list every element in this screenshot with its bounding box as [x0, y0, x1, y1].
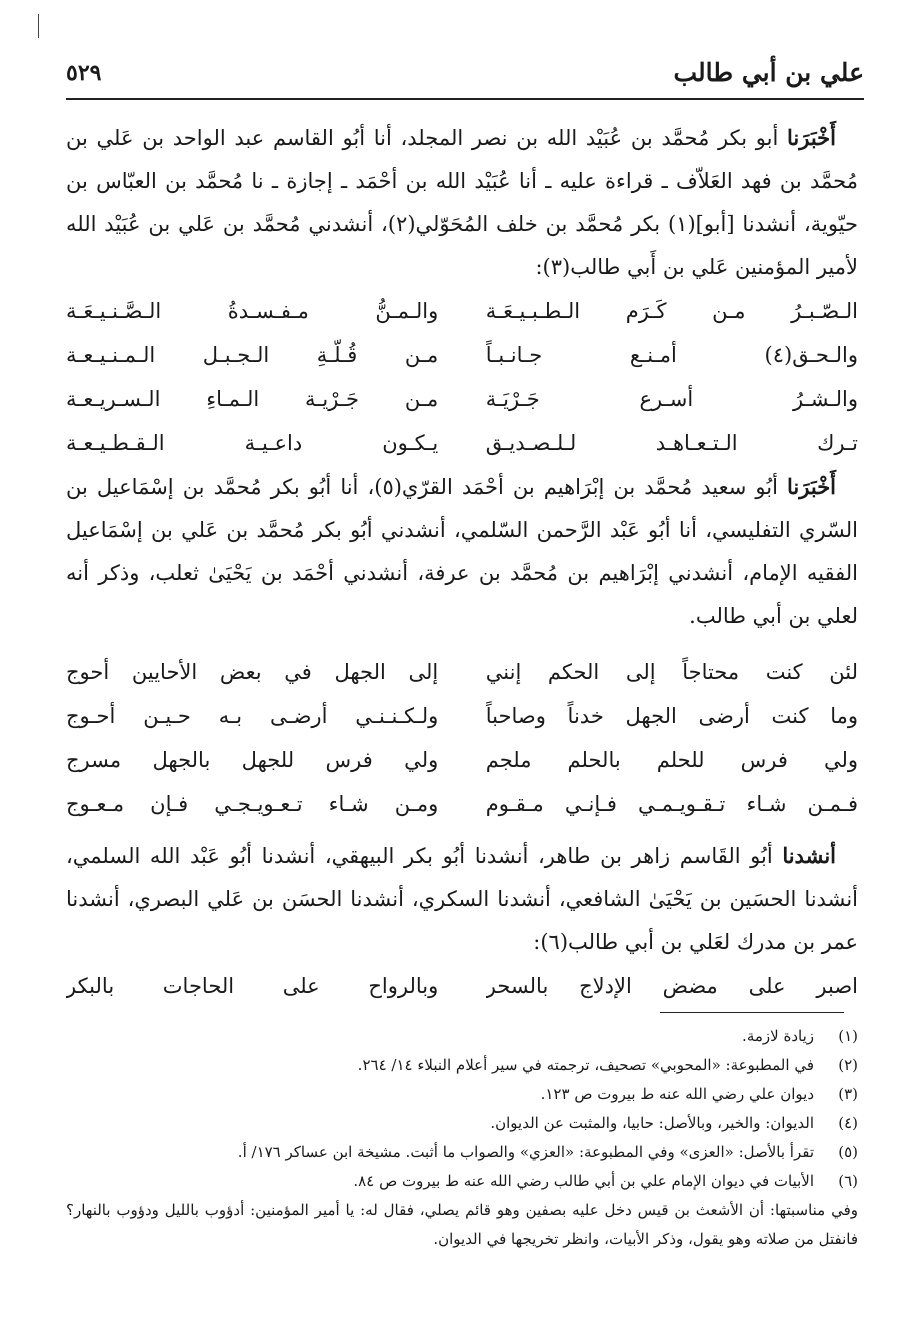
paragraph-text: أبُو سعيد مُحمَّد بن إبْرَاهيم بن أحْمَد القرّي(٥)، أنا أبُو بكر مُحمَّد بن إسْمَاعيل بن السّري التفليسي، أنا أبُو عَبْد الرَّحمن السّلمي، أنشدني أبُو بكر مُحمَّد بن عَلي بن إسْمَاعيل الفقيه الإمام، أنشدني إبْرَاهيم بن مُحمَّد بن عرفة، أنشدني أحْمَد بن يَحْيَىٰ ثعلب، وذكر أنه لعلي بن أبي طالب.: [66, 475, 858, 628]
footnote: [66, 1109, 858, 1138]
footnote: [66, 1051, 858, 1080]
verse-second-half: ولـكـنـنـي أرضـى بـه حـيـن أحـوج: [66, 704, 439, 728]
verse: [66, 782, 858, 826]
verse: [66, 738, 858, 782]
footnote-number: (٤): [838, 1114, 858, 1132]
footnote: [66, 1080, 858, 1109]
verse-first-half: والـحـق(٤) أمـنـع جـانـبـاً: [485, 343, 858, 367]
verse-second-half: ولي فرس للجهل بالجهل مسرج: [66, 748, 439, 772]
verse-first-half: ولي فرس للحلم بالحلم ملجم: [485, 748, 858, 772]
footnote-text: تقرأ بالأصل: «العزى» وفي المطبوعة: «العزي» والصواب ما أثبت. مشيخة ابن عساكر ١٧٦/ أ.: [237, 1143, 814, 1161]
verse-second-half: ومـن شـاء تـعـويـجـي فـإن مـعـوج: [66, 792, 439, 816]
footnotes: [66, 1022, 858, 1254]
verse-first-half: لئن كنت محتاجاً إلى الحكم إنني: [485, 660, 858, 684]
verse-second-half: مـن جَـرْيـة الـمـاءِ الـسـريـعـة: [66, 387, 439, 411]
page-number: ٥٢٩: [66, 60, 102, 86]
margin-mark: [38, 14, 39, 38]
verse-second-half: يـكـون داعـيـة الـقـطـيـعـة: [66, 431, 439, 455]
verse-first-half: والـشـرُ أسـرع جَـرْيَـة: [485, 387, 858, 411]
verse: [66, 421, 858, 465]
main-text: [66, 116, 858, 1008]
paragraph-1: [66, 116, 858, 289]
header-rule: [66, 98, 864, 100]
verse-first-half: تـرك الـتـعـاهـد لـلـصـديـق: [485, 431, 858, 455]
paragraph-lead: أَخْبَرَنا: [787, 125, 836, 150]
verse-second-half: إلى الجهل في بعض الأحايين أحوج: [66, 660, 439, 684]
verse-second-half: وبالرواح على الحاجات بالبكر: [66, 974, 439, 998]
poem-1: [66, 289, 858, 465]
paragraph-lead: أَخْبَرَنا: [787, 474, 837, 499]
paragraph-lead: أنشدنا: [782, 843, 836, 868]
verse-second-half: مـن قُـلّـةِ الـجـبـل الـمـنـيـعـة: [66, 343, 439, 367]
footnote-number: (٦): [838, 1172, 858, 1190]
footnote-text: الديوان: والخير، وبالأصل: حابيا، والمثبت عن الديوان.: [490, 1114, 814, 1132]
paragraph-text: أبُو القَاسم زاهر بن طاهر، أنشدنا أبُو بكر البيهقي، أنشدنا أبُو عَبْد الله السلمي، أنشدنا الحسَين بن يَحْيَىٰ الشافعي، أنشدنا السكري، أنشدنا الحسَن بن عَلي البصري، أنشدنا عمر بن مدرك لعَلي بن أبي طالب(٦):: [66, 844, 858, 954]
footnote-text: زيادة لازمة.: [742, 1027, 814, 1045]
poem-3: [66, 964, 858, 1008]
verse: [66, 377, 858, 421]
footnote-continuation: وفي مناسبتها: أن الأشعث بن قيس دخل عليه بصفين وهو قائم يصلي، فقال له: يا أمير المؤمنين: أدؤوب بالليل ودؤوب بالنهار؟ فانفتل من صلاته وهو يقول، وذكر الأبيات، وانظر تخريجها في الديوان.: [66, 1201, 858, 1248]
verse-second-half: والـمـنُّ مـفـسـدةُ الـصَّـنـيـعَـة: [66, 299, 439, 323]
footnote-number: (١): [838, 1027, 858, 1045]
verse: [66, 333, 858, 377]
footnote: [66, 1167, 858, 1196]
verse: [66, 650, 858, 694]
footnote: [66, 1022, 858, 1051]
paragraph-3: [66, 834, 858, 964]
verse-first-half: وما كنت أرضى الجهل خدناً وصاحباً: [485, 704, 858, 728]
verse-first-half: فـمـن شـاء تـقـويـمـي فـإنـي مـقـوم: [485, 792, 858, 816]
page-header: [66, 58, 864, 92]
footnote-text: ديوان علي رضي الله عنه ط بيروت ص ١٢٣.: [540, 1085, 814, 1103]
verse-first-half: اصبر على مضض الإدلاج بالسحر: [485, 974, 858, 998]
paragraph-2: [66, 465, 858, 638]
paragraph-text: أبو بكر مُحمَّد بن عُبَيْد الله بن نصر المجلد، أنا أبُو القاسم عبد الواحد بن عَلي بن مُحمَّد بن فهد العَلاّف ـ قراءة عليه ـ أنا عُبَيْد الله بن أحْمَد ـ إجازة ـ نا مُحمَّد بن العبّاس بن حيّوية، أنشدنا [أبو](١) بكر مُحمَّد بن خلف المُحَوّلي(٢)، أنشدني مُحمَّد بن عَلي بن عُبَيْد الله لأمير المؤمنين عَلي بن أَبي طالب(٣):: [66, 126, 858, 279]
verse: [66, 289, 858, 333]
footnote-rule: [660, 1012, 844, 1013]
verse: [66, 694, 858, 738]
footnote-number: (٥): [838, 1143, 858, 1161]
running-head: علي بن أبي طالب: [673, 58, 864, 87]
footnote-text: الأبيات في ديوان الإمام علي بن أبي طالب رضي الله عنه ط بيروت ص ٨٤.: [353, 1172, 814, 1190]
verse: [66, 964, 858, 1008]
footnote: [66, 1138, 858, 1167]
poem-2: [66, 650, 858, 826]
footnote-number: (٢): [838, 1056, 858, 1074]
verse-first-half: الـصّـبـرُ مـن كَـرَم الـطـبـيـعَـة: [485, 299, 858, 323]
footnote-number: (٣): [838, 1085, 858, 1103]
footnote-text: في المطبوعة: «المحوبي» تصحيف، ترجمته في سير أعلام النبلاء ١٤/ ٢٦٤.: [357, 1056, 814, 1074]
